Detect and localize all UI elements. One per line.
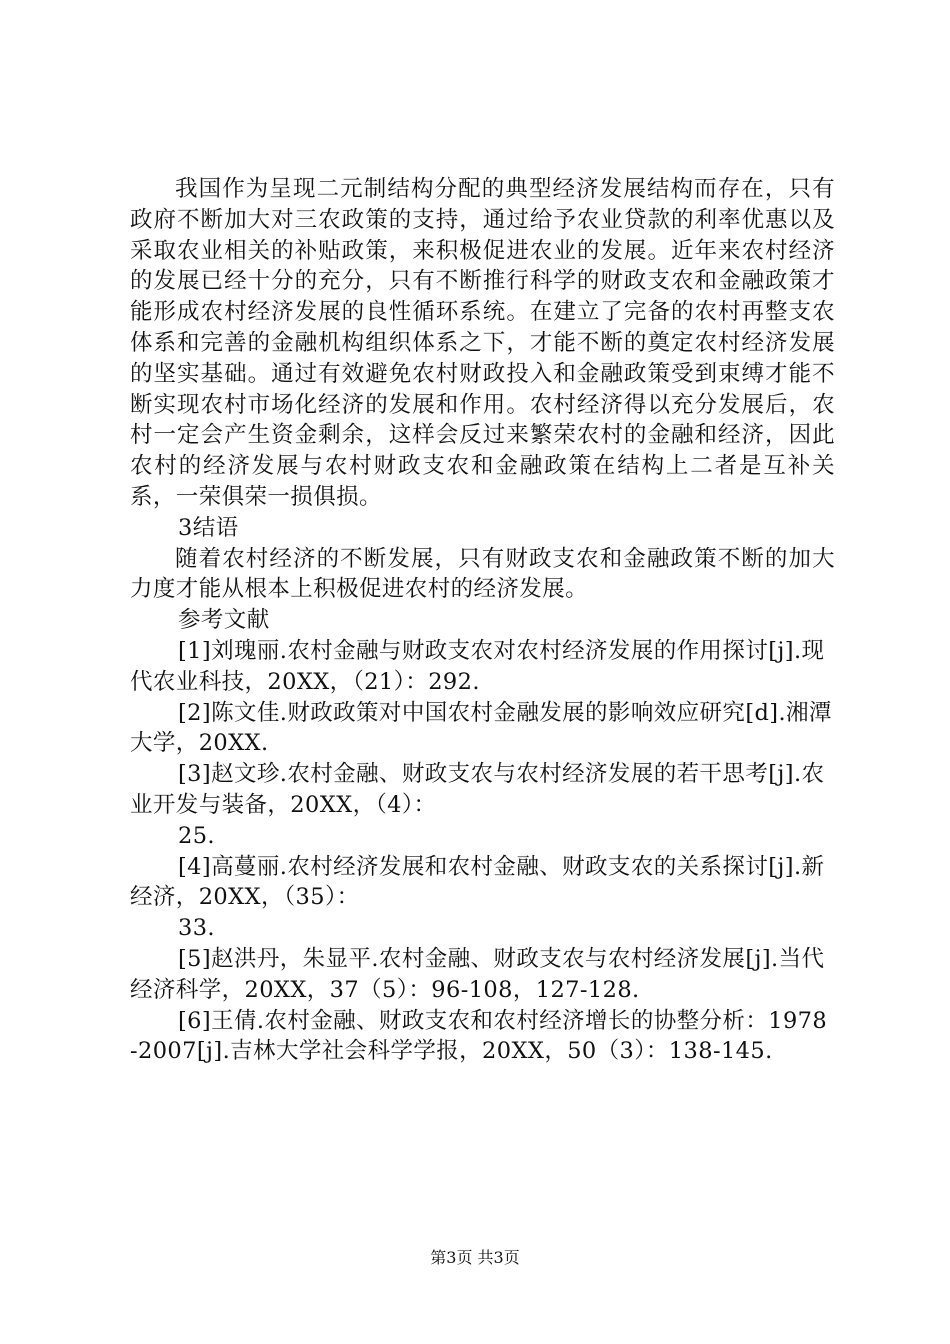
body-paragraph: 我国作为呈现二元制结构分配的典型经济发展结构而存在，只有政府不断加大对三农政策的支持，通过给予农业贷款的利率优惠以及采取农业相关的补贴政策，来积极促进农业的发展。近年来农村经济的发展已经十分的充分，只有不断推行科学的财政支农和金融政策才能形成农村经济发展的良性循环系统。在建立了完备的农村再整支农体系和完善的金融机构组织体系之下，才能不断的奠定农村经济发展的坚实基础。通过有效避免农村财政投入和金融政策受到束缚才能不断实现农村市场化经济的发展和作用。农村经济得以充分发展后，农村一定会产生资金剩余，这样会反过来繁荣农村的金融和经济，因此农村的经济发展与农村财政支农和金融政策在结构上二者是互补关系，一荣俱荣一损俱损。 <box>130 176 835 510</box>
conclusion-paragraph: 随着农村经济的不断发展，只有财政支农和金融政策不断的加大力度才能从根本上积极促进农村的经济发展。 <box>130 545 835 603</box>
section-heading: 3结语 <box>178 514 239 541</box>
reference-item-continuation: 25. <box>178 822 215 849</box>
reference-item: [3]赵文珍.农村金融、财政支农与农村经济发展的若干思考[j].农业开发与装备，20XX，（4）： <box>130 761 825 818</box>
reference-item: [4]高蔓丽.农村经济发展和农村金融、财政支农的关系探讨[j].新经济，20XX，（35）： <box>130 853 825 911</box>
page-footer: 第3页 共3页 <box>430 1248 520 1267</box>
reference-item: [1]刘瑰丽.农村金融与财政支农对农村经济发展的作用探讨[j].现代农业科技，20XX，（21）：292. <box>130 637 825 695</box>
reference-item: [2]陈文佳.财政政策对中国农村金融发展的影响效应研究[d].湘潭大学，20XX. <box>130 699 832 757</box>
reference-list <box>130 636 835 1067</box>
reference-item-continuation: 33. <box>178 915 215 942</box>
reference-item: [5]赵洪丹，朱显平.农村金融、财政支农与农村经济发展[j].当代经济科学，20XX，37（5）：96-108，127-128. <box>130 945 825 1003</box>
references-heading: 参考文献 <box>178 607 270 634</box>
reference-item: [6]王倩.农村金融、财政支农和农村经济增长的协整分析：1978-2007[j].吉林大学社会科学学报，20XX，50（3）：138-145. <box>130 1007 828 1065</box>
document-body <box>130 174 835 1067</box>
